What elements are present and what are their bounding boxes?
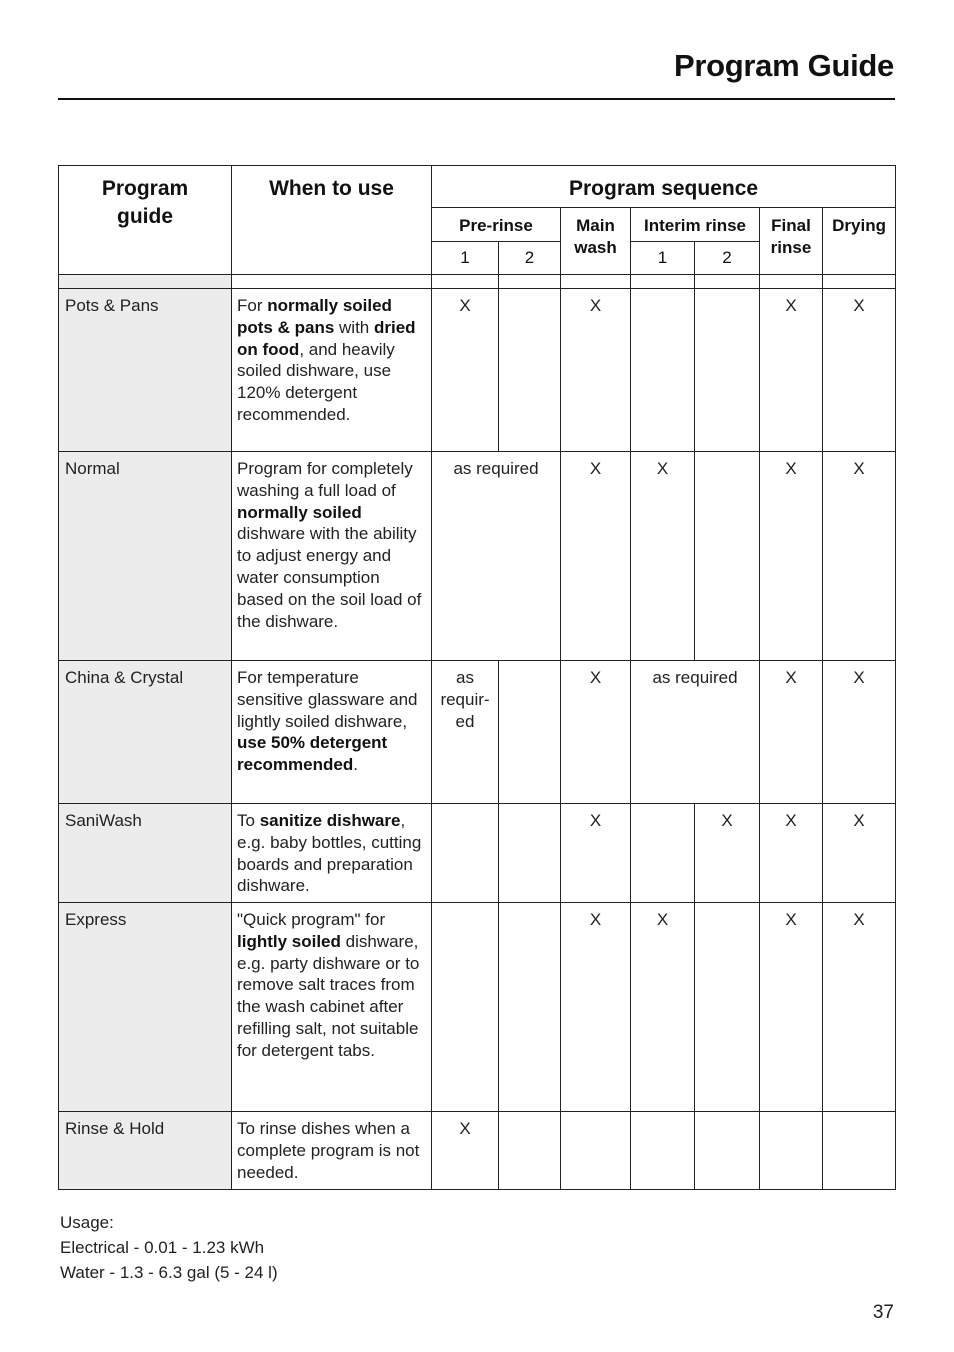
usage-label: Usage: <box>60 1213 114 1232</box>
program-name: Normal <box>59 452 232 661</box>
description-text: , e.g. baby bottles, cutting boards and preparation dishware. <box>237 811 422 896</box>
header-program-guide: Program guide <box>59 166 232 275</box>
cell-final-rinse: X <box>760 452 823 661</box>
header-main-wash: Main wash <box>561 208 631 275</box>
header-interim-rinse-2: 2 <box>695 242 760 275</box>
cell-pre-rinse-1 <box>432 804 499 903</box>
cell-pre-rinse-1: as requir-ed <box>432 661 499 804</box>
description-text: with <box>334 317 374 337</box>
cell-pre-rinse-2 <box>499 804 561 903</box>
cell-pre-rinse: as required <box>432 452 561 661</box>
cell-pre-rinse-2 <box>499 1112 561 1190</box>
cell-main-wash: X <box>561 804 631 903</box>
header-pre-rinse-1: 1 <box>432 242 499 275</box>
cell-drying: X <box>823 903 896 1112</box>
description-text: dishware with the ability to adjust energy and water consumption based on the soil load of the dishware. <box>237 524 422 631</box>
cell-interim-rinse-1 <box>631 289 695 452</box>
cell-interim-rinse-2 <box>695 452 760 661</box>
cell-drying: X <box>823 452 896 661</box>
table-row <box>59 661 896 804</box>
description-text: Program for completely washing a full load of <box>237 459 413 500</box>
cell-pre-rinse-1 <box>432 903 499 1112</box>
cell-main-wash: X <box>561 289 631 452</box>
cell-final-rinse: X <box>760 289 823 452</box>
cell-interim-rinse-1 <box>631 804 695 903</box>
table-row <box>59 289 896 452</box>
cell-final-rinse: X <box>760 903 823 1112</box>
table-row <box>59 452 896 661</box>
program-description <box>232 289 432 452</box>
table-row <box>59 1112 896 1190</box>
cell-interim-rinse-2: X <box>695 804 760 903</box>
usage-notes <box>60 1210 278 1285</box>
cell-drying: X <box>823 289 896 452</box>
description-text: , and heavily soiled dishware, use 120% detergent recommended. <box>237 339 395 424</box>
table-row <box>59 804 896 903</box>
cell-drying: X <box>823 661 896 804</box>
usage-electrical: Electrical - 0.01 - 1.23 kWh <box>60 1238 265 1257</box>
description-text: dishware, e.g. party dishware or to remove salt traces from the wash cabinet after refilling salt, not suitable for detergent tabs. <box>237 931 420 1060</box>
program-description <box>232 661 432 804</box>
description-emphasis: use 50% detergent recommended <box>237 733 388 775</box>
description-emphasis: normally soiled pots & pans <box>237 296 392 337</box>
page-title: Program Guide <box>673 48 894 83</box>
header-program-sequence: Program sequence <box>432 166 896 208</box>
description-emphasis: dried on food <box>237 317 416 359</box>
cell-interim-rinse-2 <box>695 289 760 452</box>
header-drying: Drying <box>823 208 896 275</box>
program-description <box>232 452 432 661</box>
title-divider <box>58 98 895 100</box>
table-row <box>59 903 896 1112</box>
cell-interim-rinse-2 <box>695 1112 760 1190</box>
description-text: For <box>237 296 268 315</box>
program-name: Pots & Pans <box>59 289 232 452</box>
cell-final-rinse: X <box>760 804 823 903</box>
cell-final-rinse: X <box>760 661 823 804</box>
cell-interim-rinse-1 <box>631 1112 695 1190</box>
cell-pre-rinse-2 <box>499 903 561 1112</box>
program-description <box>232 804 432 903</box>
header-final-rinse: Final rinse <box>760 208 823 275</box>
cell-drying <box>823 1112 896 1190</box>
program-name: China & Crystal <box>59 661 232 804</box>
header-interim-rinse: Interim rinse <box>631 208 760 242</box>
cell-final-rinse <box>760 1112 823 1190</box>
header-pre-rinse: Pre-rinse <box>432 208 561 242</box>
description-emphasis: sanitize dishware <box>259 811 401 830</box>
cell-main-wash <box>561 1112 631 1190</box>
cell-pre-rinse-1: X <box>432 1112 499 1190</box>
program-description <box>232 903 432 1112</box>
header-interim-rinse-1: 1 <box>631 242 695 275</box>
description-text: . <box>353 755 358 775</box>
program-name: Rinse & Hold <box>59 1112 232 1190</box>
program-description <box>232 1112 432 1190</box>
cell-interim-rinse: as required <box>631 661 760 804</box>
page-number: 37 <box>872 1302 894 1323</box>
cell-pre-rinse-1: X <box>432 289 499 452</box>
header-pre-rinse-2: 2 <box>499 242 561 275</box>
usage-water: Water - 1.3 - 6.3 gal (5 - 24 l) <box>60 1263 278 1282</box>
description-text: "Quick program" for <box>237 910 386 929</box>
description-text: To rinse dishes when a complete program is not needed. <box>237 1119 420 1182</box>
cell-pre-rinse-2 <box>499 289 561 452</box>
cell-interim-rinse-1: X <box>631 452 695 661</box>
description-emphasis: lightly soiled <box>237 931 341 951</box>
cell-interim-rinse-2 <box>695 903 760 1112</box>
cell-main-wash: X <box>561 452 631 661</box>
cell-main-wash: X <box>561 903 631 1112</box>
cell-pre-rinse-2 <box>499 661 561 804</box>
cell-drying: X <box>823 804 896 903</box>
description-text: To <box>237 811 260 830</box>
program-name: SaniWash <box>59 804 232 903</box>
program-name: Express <box>59 903 232 1112</box>
cell-main-wash: X <box>561 661 631 804</box>
program-guide-table <box>58 165 896 1190</box>
cell-interim-rinse-1: X <box>631 903 695 1112</box>
description-text: For temperature sensitive glassware and lightly soiled dishware, <box>237 668 418 731</box>
header-when-to-use: When to use <box>232 166 432 275</box>
description-emphasis: normally soiled <box>237 502 362 522</box>
